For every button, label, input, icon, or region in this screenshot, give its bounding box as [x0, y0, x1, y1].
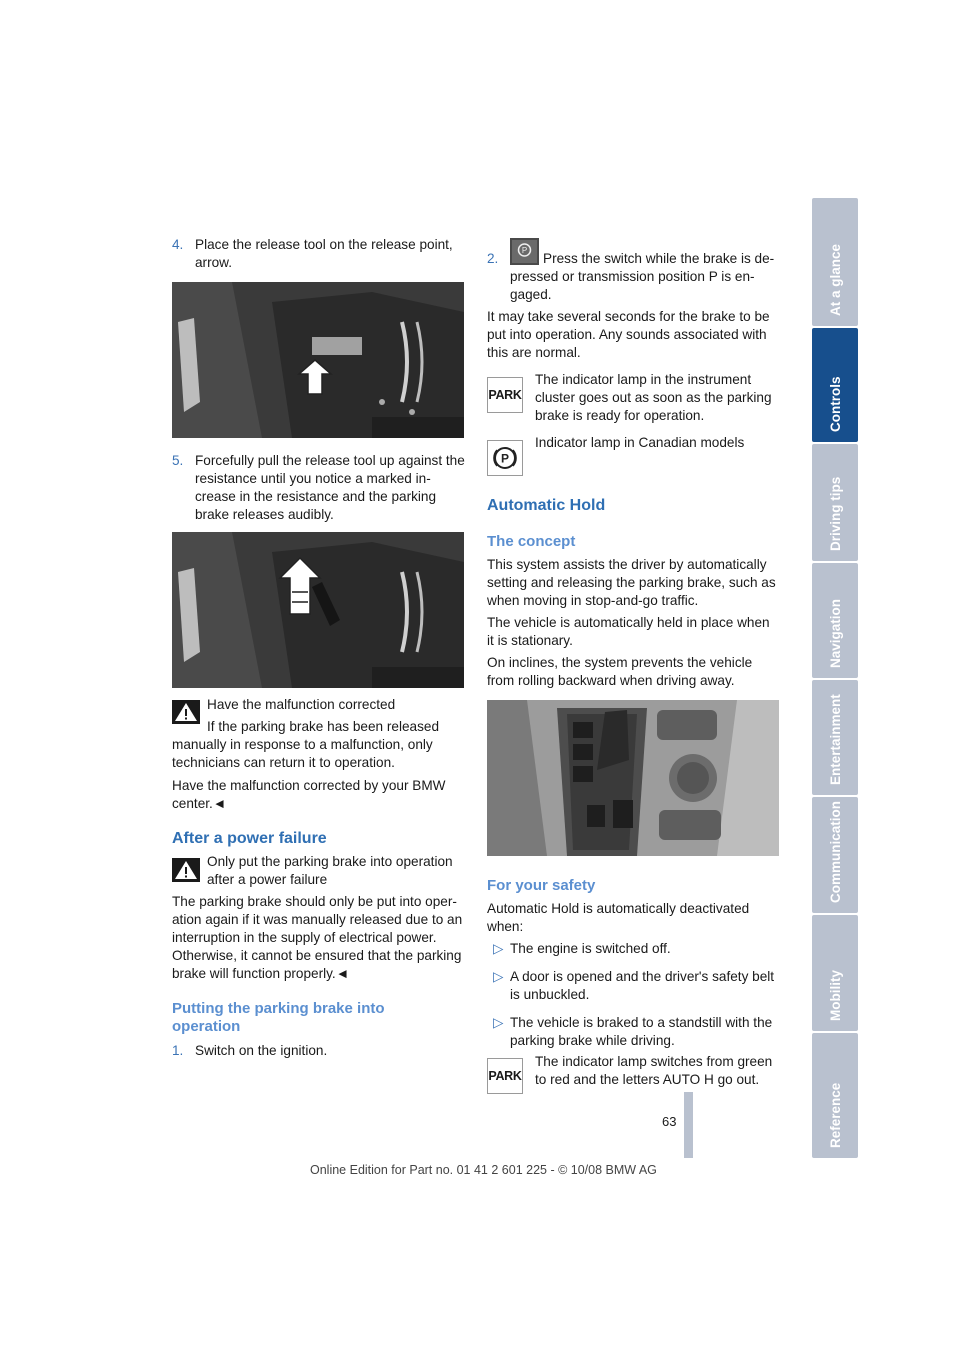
step-5 — [172, 452, 467, 524]
step-5-text-cont: brake releases audibly. — [195, 507, 334, 522]
paragraph-line: Otherwise, it cannot be ensured that the parking — [172, 948, 462, 963]
tab-label: At a glance — [828, 243, 843, 316]
step-4-text: Place the release tool on the release point, — [195, 237, 453, 252]
tab-label: Driving tips — [828, 476, 843, 551]
canadian-park-indicator-icon — [487, 440, 523, 476]
paragraph-line: it is stationary. — [487, 633, 573, 648]
park-indicator-icon — [487, 1058, 523, 1094]
parking-brake-switch-icon — [510, 238, 539, 265]
step-2-text: Press the switch while the brake is de- — [543, 251, 775, 266]
tab-mobility[interactable] — [812, 915, 858, 1031]
list-item-text: A door is opened and the driver's safety belt — [510, 969, 775, 984]
warning-1-text-cont: technicians can return it to operation. — [172, 755, 395, 770]
heading-line: Putting the parking brake into — [172, 1000, 385, 1017]
step-2-text-cont: pressed or transmission position P is en- — [510, 269, 755, 284]
paragraph-line: It may take several seconds for the brake to be — [487, 309, 770, 324]
incline-paragraph — [487, 654, 787, 690]
tab-navigation[interactable] — [812, 563, 858, 678]
canadian-models-text: Indicator lamp in Canadian models — [535, 435, 745, 450]
text-line: cluster goes out as soon as the parking — [535, 390, 772, 405]
list-item-text: parking brake while driving. — [510, 1033, 675, 1048]
tab-label: Controls — [828, 376, 843, 432]
text-line: to red and the letters AUTO H go out. — [535, 1072, 760, 1087]
tab-driving-tips[interactable] — [812, 444, 858, 561]
paragraph-line: center.◄ — [172, 796, 227, 811]
list-item — [487, 1014, 787, 1050]
edition-footer: Online Edition for Part no. 01 41 2 601 225 - © 10/08 BMW AG — [310, 1163, 657, 1177]
tab-label: Communication — [828, 800, 843, 903]
tab-entertainment[interactable] — [812, 680, 858, 795]
list-item-text: is unbuckled. — [510, 987, 590, 1002]
bullet-icon: ▷ — [493, 1015, 504, 1030]
heading-line: operation — [172, 1018, 241, 1035]
concept-paragraph — [487, 556, 787, 610]
bullet-icon: ▷ — [493, 969, 504, 984]
tab-label: Reference — [828, 1082, 843, 1148]
heading-automatic-hold: Automatic Hold — [487, 497, 606, 514]
held-paragraph — [487, 614, 787, 650]
paragraph-line: The parking brake should only be put into oper- — [172, 894, 457, 909]
step-1 — [172, 1042, 467, 1060]
svg-text:P: P — [521, 246, 528, 255]
tab-reference[interactable] — [812, 1033, 858, 1158]
park-indicator-icon — [487, 377, 523, 413]
warning-icon — [172, 858, 200, 882]
heading-putting-into-operation — [172, 1000, 467, 1036]
paragraph-line: The vehicle is automatically held in place when — [487, 615, 770, 630]
tab-communication[interactable] — [812, 797, 858, 913]
tab-controls[interactable] — [812, 328, 858, 442]
step-4-text-cont: arrow. — [195, 255, 233, 270]
step-2-number — [487, 250, 510, 268]
paragraph-line: setting and releasing the parking brake, such as — [487, 575, 776, 590]
paragraph-line: brake will function properly.◄ — [172, 966, 350, 981]
step-5-text-cont: crease in the resistance and the parking — [195, 489, 437, 504]
warning-icon — [172, 700, 200, 724]
step-1-text: Switch on the ignition. — [195, 1043, 328, 1058]
svg-text:P: P — [500, 451, 510, 466]
step-1-number: 1. — [172, 1043, 184, 1058]
safety-paragraph — [487, 900, 787, 936]
step-5-text: Forcefully pull the release tool up against the — [195, 453, 465, 468]
park-label: PARK — [488, 388, 522, 402]
step-5-text-cont: resistance until you notice a marked in- — [195, 471, 431, 486]
paragraph-line: when moving in stop-and-go traffic. — [487, 593, 699, 608]
text-line: The indicator lamp in the instrument — [535, 372, 752, 387]
paragraph-line: put into operation. Any sounds associated with — [487, 327, 767, 342]
step-4 — [172, 236, 467, 272]
paragraph-line: On inclines, the system prevents the vehicle — [487, 655, 753, 670]
paragraph-line: Automatic Hold is automatically deactivated — [487, 901, 750, 916]
warning-1-title: Have the malfunction corrected — [207, 697, 396, 712]
warning-1-text: If the parking brake has been released — [207, 719, 440, 734]
operation-paragraph — [487, 308, 787, 362]
paragraph-line: this are normal. — [487, 345, 581, 360]
release-point-photo — [172, 282, 464, 438]
warning-2-text: Only put the parking brake into operation — [207, 854, 453, 869]
step-5-number: 5. — [172, 453, 184, 468]
malfunction-paragraph — [172, 777, 467, 813]
tab-at-a-glance[interactable] — [812, 198, 858, 326]
heading-after-power-failure: After a power failure — [172, 830, 327, 847]
step-4-number: 4. — [172, 237, 184, 252]
warning-1-text-cont: manually in response to a malfunction, only — [172, 737, 433, 752]
list-item-text: The vehicle is braked to a standstill with the — [510, 1015, 773, 1030]
paragraph-line: interruption in the supply of electrical power. — [172, 930, 437, 945]
list-item — [487, 940, 787, 958]
heading-the-concept: The concept — [487, 533, 576, 550]
page-number: 63 — [662, 1114, 677, 1129]
step-2-text-cont: gaged. — [510, 287, 552, 302]
tab-label: Entertainment — [828, 694, 843, 785]
power-failure-paragraph — [172, 893, 467, 983]
text-line: The indicator lamp switches from green — [535, 1054, 773, 1069]
tab-label: Mobility — [828, 970, 843, 1021]
heading-for-your-safety: For your safety — [487, 877, 596, 894]
paragraph-line: from rolling backward when driving away. — [487, 673, 735, 688]
center-console-photo — [487, 700, 779, 856]
bullet-icon: ▷ — [493, 941, 504, 956]
paragraph-line: when: — [487, 919, 524, 934]
pull-release-tool-photo — [172, 532, 464, 688]
step-2-number-text: 2. — [487, 251, 499, 266]
warning-2-text-cont: after a power failure — [207, 872, 328, 887]
tab-label: Navigation — [828, 598, 843, 668]
text-line: brake is ready for operation. — [535, 408, 705, 423]
page-marker-bar — [684, 1092, 693, 1158]
paragraph-line: Have the malfunction corrected by your BMW — [172, 778, 446, 793]
paragraph-line: This system assists the driver by automatically — [487, 557, 767, 572]
list-item-text: The engine is switched off. — [510, 941, 671, 956]
park-label: PARK — [488, 1069, 522, 1083]
indicator-lamp-text — [535, 371, 785, 425]
list-item — [487, 968, 787, 1004]
paragraph-line: ation again if it was manually released due to an — [172, 912, 463, 927]
auto-h-text — [535, 1053, 785, 1089]
